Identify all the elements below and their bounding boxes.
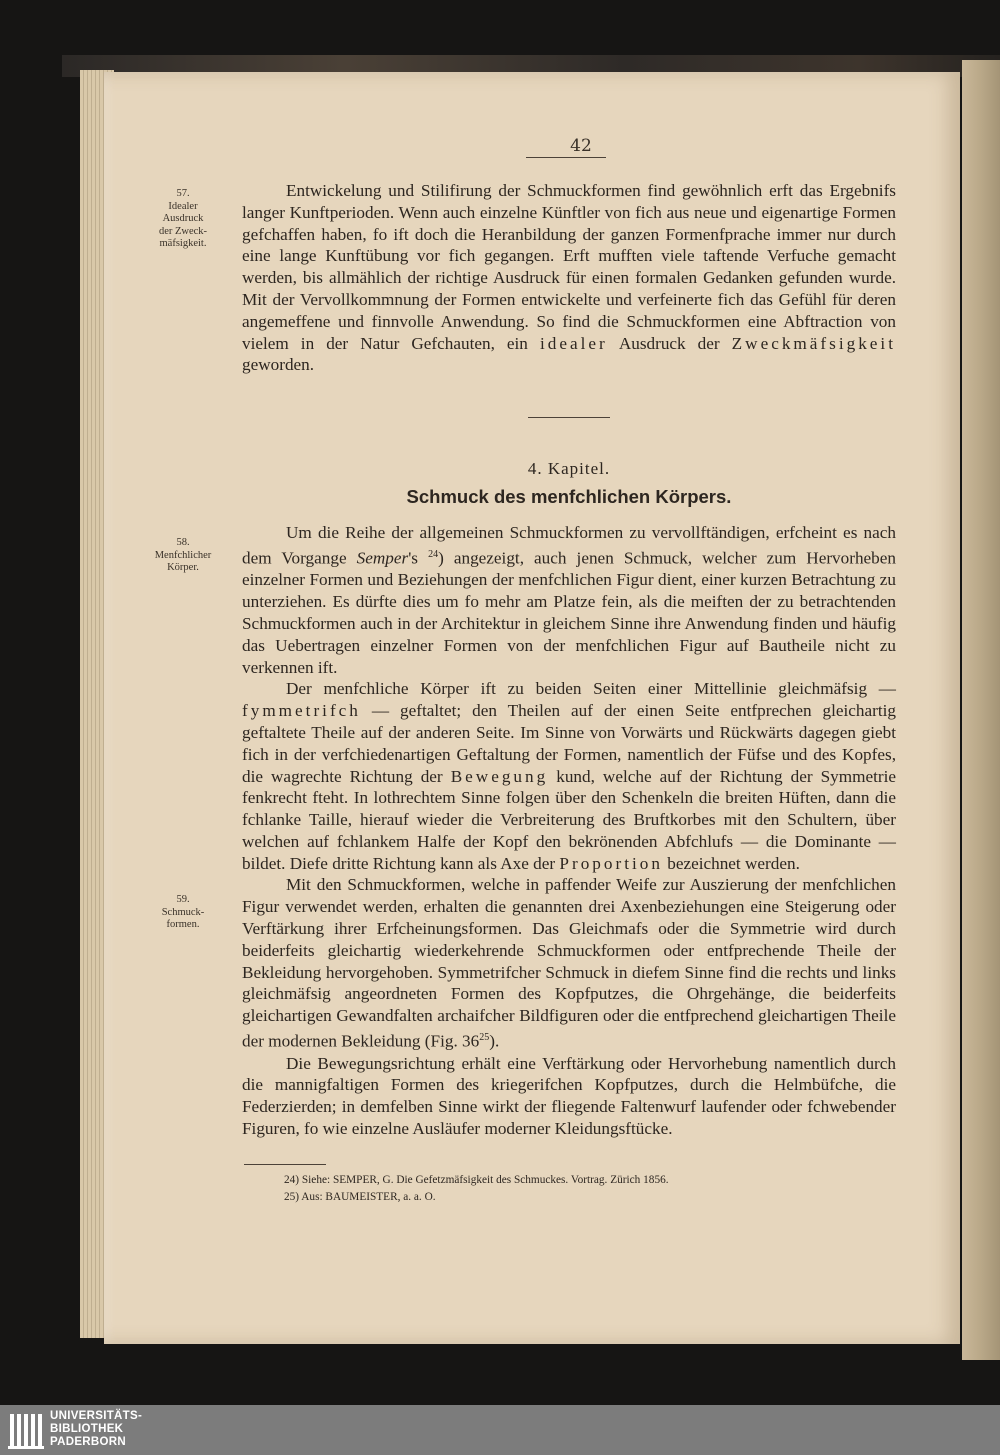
- chapter-number: 4. Kapitel.: [527, 459, 611, 478]
- chapter-title: Schmuck des menfchlichen Körpers.: [406, 486, 732, 507]
- page-number: 42: [570, 136, 592, 156]
- paragraph: Der menfchliche Körper ift zu beiden Seiten einer Mittellinie gleichmäfsig — fymmetrifch — geftaltet; den Theilen auf der einen Seite entfprechen gleichartig geftaltete Theile auf der anderen Seite. Im Sinne von Vorwärts und Rückwärts dagegen giebt fich in der verfchiedenartigen Geftaltung der Formen, namentlich der Füfse und des Kopfes, die wagrechte Richtung der Bewegung kund, welche auf der Richtung der Symmetrie fenkrecht fteht. In lothrechtem Sinne folgen über den Schenkeln die breiten Hüften, dann die fchlanke Taille, hierauf wieder die Verbreiterung des Bruftkorbes mit den Schultern, über welchen auf fchlankem Halfe der Kopf den bekrönenden Abfchlufs — die Dominante — bildet. Diefe dritte Richtung kann als Axe der Proportion bezeichnet werden.: [242, 679, 897, 873]
- library-logo-icon: [8, 1410, 44, 1450]
- footnote-rule: [244, 1164, 326, 1165]
- page-number-rule: [526, 157, 606, 158]
- library-footer: [0, 1405, 1000, 1455]
- side-note-57: 57. Idealer Ausdruck der Zweck- mäfsigkeit.: [158, 188, 208, 249]
- footnote-24: 24) Siehe: SEMPER, G. Die Gefetzmäfsigkeit des Schmuckes. Vortrag. Zürich 1856.: [284, 1174, 669, 1186]
- side-note-58: 58. Menfchlicher Körper.: [154, 537, 212, 573]
- paragraph: Um die Reihe der allgemeinen Schmuckformen zu vervollftändigen, erfcheint es nach dem Vorgange Semper's $^{24}$) angezeigt, auch jenen Schmuck, welcher zum Hervorheben einzelner Formen und Beziehungen der menfchlichen Figur dient, einer kurzen Betrachtung zu unterziehen. Es dürfte dies um fo mehr am Platze fein, als die meiften der zu betrachtenden Schmuckformen auch in der Architektur in gleichem Sinne ihre Anwendung finden und häufig das Uebertragen einzelner Formen von der menfchlichen Figur auf Bautheile nicht zu verkennen ift.: [242, 523, 896, 677]
- book-page: [104, 72, 960, 1344]
- library-name: UNIVERSITÄTS- BIBLIOTHEK PADERBORN: [50, 1410, 143, 1448]
- footnotes: [284, 1172, 904, 1206]
- paragraph: Mit den Schmuckformen, welche in paffender Weife zur Auszierung der menfchlichen Figur verwendet werden, erhalten die genannten drei Axenbeziehungen eine Steigerung oder Verftärkung ihrer Erfcheinungsformen. Das Gleichmafs oder die Symmetrie wird durch beiderfeits gleichartig wiederkehrende Schmuckformen oder entfprechende Theile der Bekleidung hervorgehoben. Symmetrifcher Schmuck in diefem Sinne find die rechts und links gleichmäfsig angeordneten Formen des Kopfputzes, die Ohrgehänge, die beiderfeits gleichartigen Gewandfalten archaifcher Bildfiguren oder die entfprechend gleichartigen Theile der modernen Bekleidung (Fig. $36^{25}$).: [242, 875, 896, 1051]
- paragraph: Entwickelung und Stilifirung der Schmuckformen find gewöhnlich erft das Ergebnifs langer Kunftperioden. Wenn auch einzelne Künftler von fich aus neue und eigenartige Formen gefchaffen haben, fo ift doch die Heranbildung der ganzen Formenfprache immer nur durch eine lange Kunftübung vor fich gegangen. Erft mufften viele taftende Verfuche gemacht werden, bis allmählich der richtige Ausdruck für einen formalen Gedanken gefunden wurde. Mit der Vervollkommnung der Formen entwickelte und verfeinerte fich das Gefühl für deren angemeffene und finnvolle Anwendung. So find die Schmuckformen eine Abftraction von vielem in der Natur Gefchauten, ein idealer Ausdruck der Zweckmäfsigkeit geworden.: [242, 181, 896, 375]
- section-58-59-text: [242, 522, 896, 1140]
- facing-page-edge: [962, 60, 1000, 1360]
- paragraph: Die Bewegungsrichtung erhält eine Verftärkung oder Hervorhebung namentlich durch die mannigfaltigen Formen des kriegerifchen Kopfputzes, durch die Helmbüfche, die Federzierden; in demfelben Sinne wirkt der fliegende Faltenwurf laufender oder fchwebender Figuren, fo wie einzelne Ausläufer moderner Kleidungsftücke.: [242, 1053, 896, 1138]
- footnote-25: 25) Aus: BAUMEISTER, a. a. O.: [284, 1191, 436, 1203]
- section-divider: [528, 417, 610, 418]
- section-57-text: [242, 180, 896, 376]
- side-note-59: 59. Schmuck- formen.: [161, 894, 205, 930]
